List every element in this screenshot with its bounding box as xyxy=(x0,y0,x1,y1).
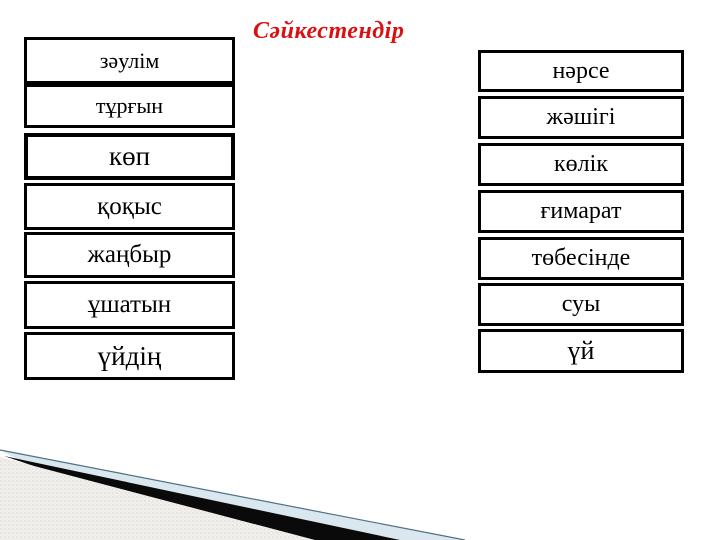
left-box-1[interactable]: зәулім xyxy=(24,37,235,84)
left-box-4[interactable]: қоқыс xyxy=(24,183,235,230)
left-box-3[interactable]: көп xyxy=(24,133,235,180)
decoration-blue-wedge xyxy=(0,450,465,540)
right-box-7[interactable]: үй xyxy=(478,329,684,373)
left-box-7[interactable]: үйдің xyxy=(24,332,235,380)
right-box-4[interactable]: ғимарат xyxy=(478,190,684,233)
slide-title: Сәйкестендір xyxy=(253,18,405,44)
right-box-6[interactable]: суы xyxy=(478,283,684,326)
decoration-black-wedge xyxy=(4,456,400,540)
right-box-2[interactable]: жәшігі xyxy=(478,96,684,139)
decoration-edge-line xyxy=(0,450,465,540)
left-box-6[interactable]: ұшатын xyxy=(24,281,235,329)
left-box-5[interactable]: жаңбыр xyxy=(24,232,235,278)
right-box-5[interactable]: төбесінде xyxy=(478,237,684,280)
right-box-3[interactable]: көлік xyxy=(478,143,684,186)
right-box-1[interactable]: нәрсе xyxy=(478,50,684,92)
left-box-2[interactable]: тұрғын xyxy=(24,84,235,128)
decoration-texture-wedge xyxy=(0,457,315,540)
